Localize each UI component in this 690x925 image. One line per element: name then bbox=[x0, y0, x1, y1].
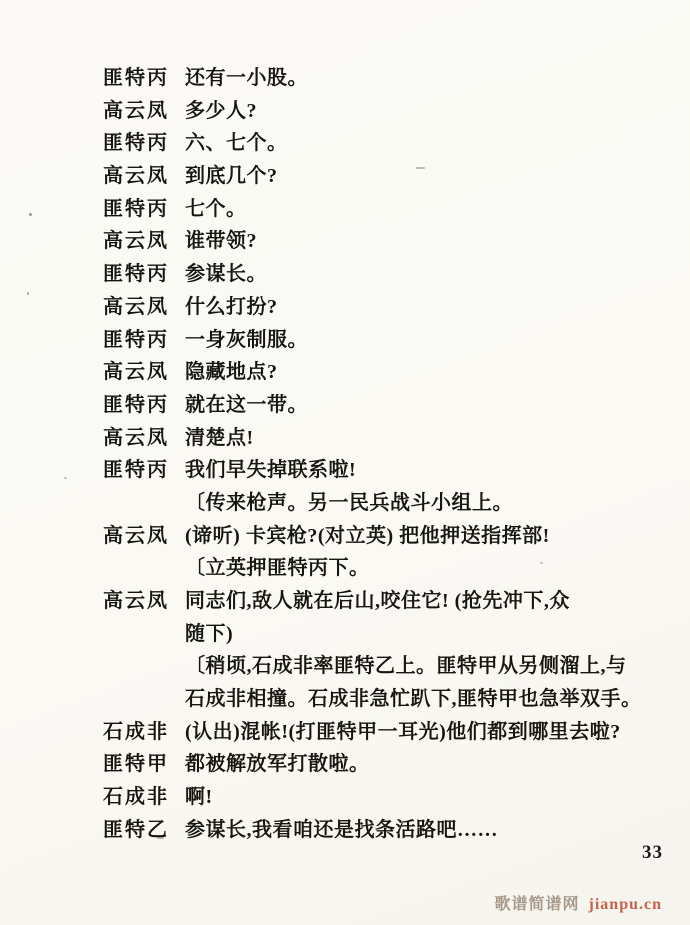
script-line bbox=[0, 160, 690, 193]
script-line bbox=[0, 748, 690, 781]
script-line bbox=[0, 487, 690, 520]
speaker-name: 匪特丙 bbox=[103, 67, 169, 89]
script-line bbox=[0, 716, 690, 749]
dialogue-text: 参谋长。 bbox=[185, 263, 267, 286]
script-line bbox=[0, 258, 690, 291]
scan-speck bbox=[540, 562, 543, 564]
speaker-name: 高云凤 bbox=[103, 426, 169, 449]
speaker-name: 高云凤 bbox=[103, 230, 169, 253]
dialogue-text: 六、七个。 bbox=[185, 132, 288, 155]
scan-speck bbox=[64, 477, 67, 479]
script-line bbox=[0, 585, 690, 618]
speaker-name: 高云凤 bbox=[103, 524, 169, 547]
speaker-name: 匪特丙 bbox=[103, 328, 169, 351]
script-line bbox=[0, 389, 690, 422]
dialogue-text: 隐藏地点? bbox=[185, 361, 278, 384]
speaker-name bbox=[103, 487, 185, 520]
speaker-name: 匪特丙 bbox=[103, 132, 169, 155]
speaker-name: 高云凤 bbox=[103, 590, 169, 612]
dialogue-text: 啊! bbox=[185, 786, 213, 809]
script-line bbox=[0, 356, 690, 389]
dialogue-text: (谛听) 卡宾枪?(对立英) 把他押送指挥部! bbox=[185, 524, 550, 547]
script-line bbox=[0, 650, 690, 683]
speaker-name bbox=[103, 552, 185, 585]
scan-speck bbox=[27, 292, 29, 295]
speaker-name bbox=[103, 683, 185, 716]
watermark-site-name: 歌谱简谱网 bbox=[494, 896, 580, 913]
script-line bbox=[0, 225, 690, 258]
dialogue-text: 我们早失掉联系啦! bbox=[185, 459, 357, 482]
dialogue-text: 什么打扮? bbox=[185, 295, 278, 318]
speaker-name: 高云凤 bbox=[103, 99, 169, 122]
dialogue-text: 石成非相撞。石成非急忙趴下,匪特甲也急举双手。 bbox=[185, 688, 642, 711]
scan-speck bbox=[416, 167, 425, 169]
speaker-name: 匪特甲 bbox=[103, 753, 169, 776]
speaker-name bbox=[103, 618, 185, 651]
script-line bbox=[0, 422, 690, 455]
script-line bbox=[0, 324, 690, 357]
speaker-name: 匪特丙 bbox=[103, 393, 169, 416]
speaker-name: 高云凤 bbox=[103, 165, 169, 188]
dialogue-text: 一身灰制服。 bbox=[185, 328, 308, 351]
dialogue-text: 多少人? bbox=[185, 99, 257, 122]
script-line bbox=[0, 552, 690, 585]
script-line bbox=[0, 193, 690, 226]
speaker-name: 匪特乙 bbox=[103, 818, 169, 841]
script-line bbox=[0, 814, 690, 847]
dialogue-text: (认出)混帐!(打匪特甲一耳光)他们都到哪里去啦? bbox=[185, 720, 621, 743]
speaker-name: 匪特丙 bbox=[103, 459, 169, 482]
watermark-site-url: jianpu.cn bbox=[588, 896, 662, 913]
scan-speck bbox=[157, 837, 164, 839]
dialogue-text: 还有一小股。 bbox=[185, 67, 308, 89]
dialogue-text: 清楚点! bbox=[185, 426, 254, 449]
script-line bbox=[0, 95, 690, 128]
scan-speck bbox=[29, 213, 32, 216]
dialogue-text: 七个。 bbox=[185, 197, 247, 220]
script-line bbox=[0, 127, 690, 160]
dialogue-text: 到底几个? bbox=[185, 165, 278, 188]
speaker-name: 匪特丙 bbox=[103, 197, 169, 220]
script-line bbox=[0, 520, 690, 553]
script-line bbox=[0, 683, 690, 716]
dialogue-text: 同志们,敌人就在后山,咬住它! (抢先冲下,众 bbox=[185, 590, 570, 612]
script-line bbox=[0, 62, 690, 95]
speaker-name bbox=[103, 650, 185, 683]
speaker-name: 匪特丙 bbox=[103, 263, 169, 286]
script-line bbox=[0, 618, 690, 651]
dialogue-text: 谁带领? bbox=[185, 230, 257, 253]
dialogue-text: 随下) bbox=[185, 622, 234, 645]
dialogue-text: 就在这一带。 bbox=[185, 393, 308, 416]
speaker-name: 高云凤 bbox=[103, 295, 169, 318]
dialogue-text: 〔立英押匪特丙下。 bbox=[185, 557, 370, 580]
dialogue-text: 〔稍顷,石成非率匪特乙上。匪特甲从另侧溜上,与 bbox=[185, 655, 627, 678]
speaker-name: 石成非 bbox=[103, 786, 169, 809]
dialogue-text: 都被解放军打散啦。 bbox=[185, 753, 370, 776]
dialogue-text: 参谋长,我看咱还是找条活路吧…… bbox=[185, 818, 498, 841]
dialogue-text: 〔传来枪声。另一民兵战斗小组上。 bbox=[185, 491, 513, 514]
speaker-name: 石成非 bbox=[103, 720, 169, 743]
script-line bbox=[0, 454, 690, 487]
watermark bbox=[495, 891, 662, 914]
dialogue-list bbox=[0, 62, 690, 847]
script-line bbox=[0, 781, 690, 814]
script-line bbox=[0, 291, 690, 324]
page-number: 33 bbox=[642, 842, 663, 863]
speaker-name: 高云凤 bbox=[103, 361, 169, 384]
